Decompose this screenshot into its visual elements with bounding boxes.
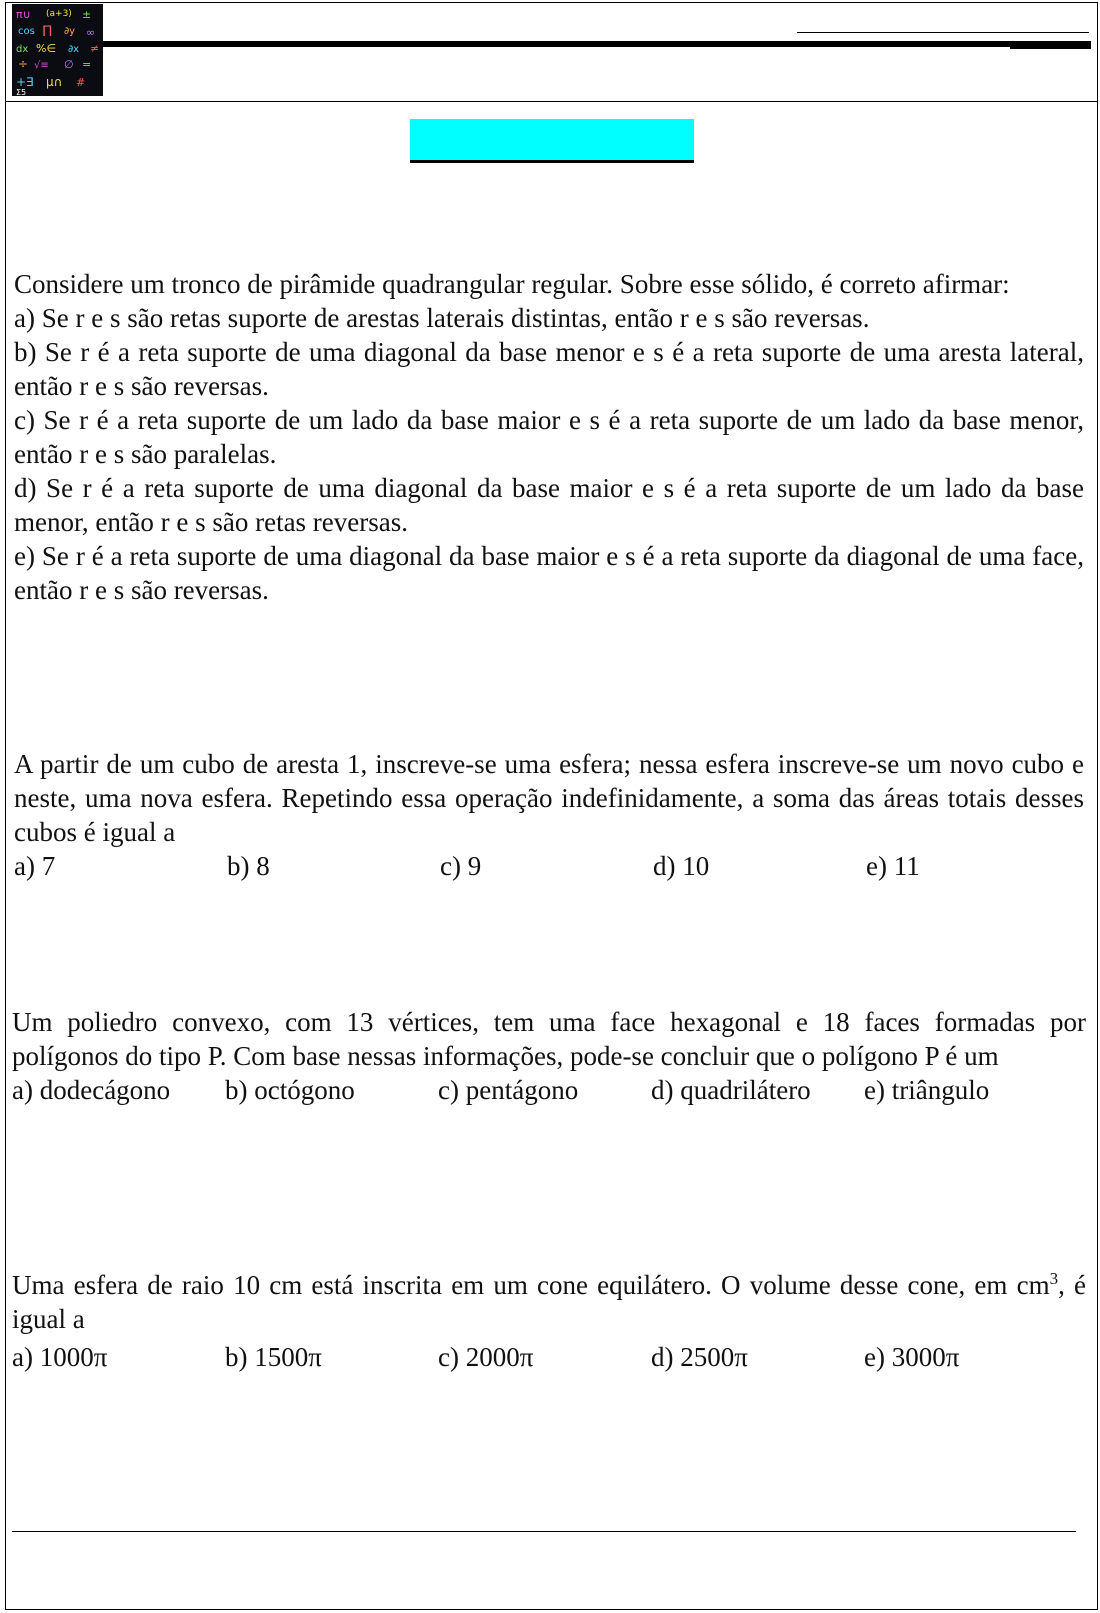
question-4-alternative-d: d) 2500π xyxy=(651,1342,748,1372)
svg-text:≠: ≠ xyxy=(90,42,100,55)
question-2-alternative-d: d) 10 xyxy=(653,851,710,881)
svg-text:μ∩: μ∩ xyxy=(46,75,63,89)
question-4-statement-start: Uma esfera de raio 10 cm está inscrita em um cone equilátero. O volume desse cone, em xyxy=(12,1270,1008,1300)
header-short-bar xyxy=(1010,46,1091,49)
question-3-alternative-a: a) dodecágono xyxy=(12,1075,171,1105)
svg-text:Σ5: Σ5 xyxy=(16,88,27,96)
question-4-alternative-e: e) 3000π xyxy=(864,1342,960,1372)
question-4-alternatives xyxy=(12,1340,1086,1374)
question-2 xyxy=(14,747,1084,883)
svg-text:%∈: %∈ xyxy=(36,42,57,55)
question-2-alternative-e: e) 11 xyxy=(866,851,920,881)
question-2-alternative-b: b) 8 xyxy=(227,851,270,881)
question-3-alternative-b: b) octógono xyxy=(225,1075,355,1105)
question-4-unit-exponent: 3 xyxy=(1049,1269,1059,1288)
question-3-alternative-e: e) triângulo xyxy=(864,1075,990,1105)
question-1-alternative-c: c) Se r é a reta suporte de um lado da base maior e s é a reta suporte de um lado da base menor, então r e s são paralelas. xyxy=(14,405,1084,469)
svg-text:dx: dx xyxy=(16,44,29,55)
svg-text:÷: ÷ xyxy=(18,57,29,71)
math-symbols-logo-icon xyxy=(12,4,103,96)
question-4 xyxy=(12,1268,1086,1374)
svg-text:∂y: ∂y xyxy=(64,26,76,37)
svg-text:±: ± xyxy=(82,8,92,21)
svg-text:+∃: +∃ xyxy=(16,75,34,89)
svg-text:#: # xyxy=(76,76,86,89)
question-4-alternative-a: a) 1000π xyxy=(12,1342,108,1372)
question-3-alternative-d: d) quadrilátero xyxy=(651,1075,811,1105)
question-2-alternative-a: a) 7 xyxy=(14,851,56,881)
header-divider xyxy=(5,101,1098,102)
question-1-statement: Considere um tronco de pirâmide quadrangular regular. Sobre esse sólido, é correto afirmar: xyxy=(14,269,1010,299)
question-1 xyxy=(14,267,1084,607)
svg-text:∞: ∞ xyxy=(86,26,96,39)
svg-text:∅: ∅ xyxy=(64,58,74,71)
header-thick-bar xyxy=(103,41,1091,47)
svg-text:Π: Π xyxy=(42,24,53,40)
svg-text:(a+3): (a+3) xyxy=(46,9,72,19)
question-3-alternative-c: c) pentágono xyxy=(438,1075,579,1105)
question-3-statement: Um poliedro convexo, com 13 vértices, tem uma face hexagonal e 18 faces formadas por polígonos do tipo P. Com base nessas informações, pode-se concluir que o polígono P é um xyxy=(12,1007,1086,1071)
question-3-alternatives xyxy=(12,1073,1086,1107)
title-banner xyxy=(410,119,694,163)
question-2-alternatives xyxy=(14,849,1084,883)
svg-text:cos: cos xyxy=(18,26,35,37)
svg-text:=: = xyxy=(82,58,92,71)
question-1-alternative-b: b) Se r é a reta suporte de uma diagonal da base menor e s é a reta suporte de uma aresta lateral, então r e s são reversas. xyxy=(14,337,1084,401)
question-1-alternative-a: a) Se r e s são retas suporte de arestas laterais distintas, então r e s são reversas. xyxy=(14,303,870,333)
question-4-unit: cm xyxy=(1016,1270,1050,1300)
question-4-statement-end: , é igual a xyxy=(12,1270,1087,1334)
question-1-alternative-e: e) Se r é a reta suporte de uma diagonal da base maior e s é a reta suporte da diagonal de uma face, então r e s são reversas. xyxy=(14,541,1084,605)
question-1-alternative-d: d) Se r é a reta suporte de uma diagonal da base maior e s é a reta suporte de um lado da base menor, então r e s são retas reversas. xyxy=(14,473,1084,537)
header-name-line xyxy=(797,32,1089,33)
svg-text:∂x: ∂x xyxy=(68,44,80,55)
question-4-statement xyxy=(12,1268,1086,1336)
svg-text:√≡: √≡ xyxy=(34,60,49,71)
footer-divider xyxy=(12,1531,1076,1532)
question-2-alternative-c: c) 9 xyxy=(440,851,482,881)
question-3 xyxy=(12,1005,1086,1107)
question-4-alternative-c: c) 2000π xyxy=(438,1342,534,1372)
question-2-statement: A partir de um cubo de aresta 1, inscreve-se uma esfera; nessa esfera inscreve-se um novo cubo e neste, uma nova esfera. Repetindo essa operação indefinidamente, a soma das áreas totais desses cubos é igual a xyxy=(14,749,1084,847)
question-4-alternative-b: b) 1500π xyxy=(225,1342,322,1372)
svg-text:π∪: π∪ xyxy=(16,8,31,21)
